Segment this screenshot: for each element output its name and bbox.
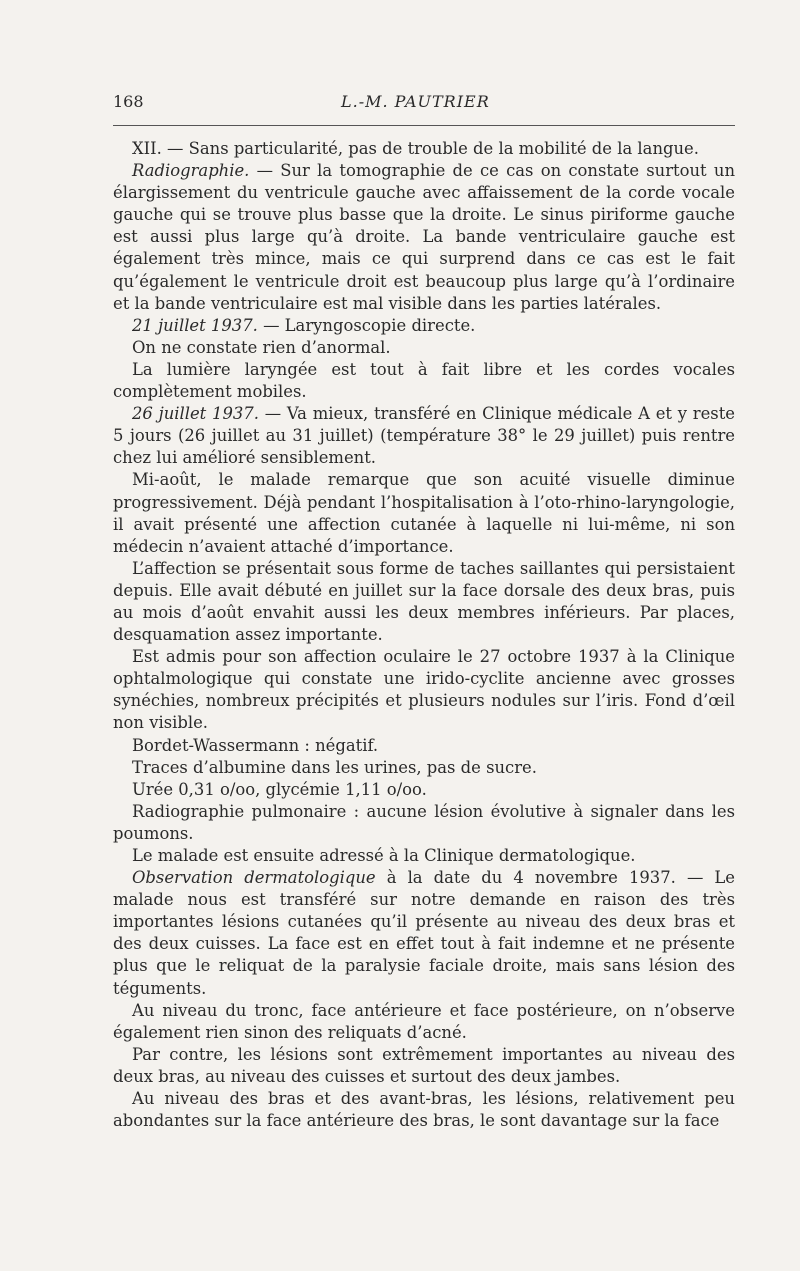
paragraph — [113, 138, 735, 160]
paragraph-text: Le malade est ensuite adressé à la Clinique dermatologique. — [132, 846, 636, 865]
paragraph-text: XII. — Sans particularité, pas de trouble de la mobilité de la langue. — [132, 139, 699, 158]
paragraph — [113, 845, 735, 867]
paragraph-text: Radiographie pulmonaire : aucune lésion évolutive à signaler dans les poumons. — [113, 801, 735, 843]
paragraph — [113, 1000, 735, 1044]
paragraph-text: — Va mieux, transféré en Clinique médicale A et y reste 5 jours (26 juillet au 31 juillet) (température 38° le 29 juillet) puis rentre chez lui amélioré sensiblement. — [113, 404, 735, 468]
paragraph-lead: Observation dermatologique — [132, 868, 376, 888]
paragraph-text: L’affection se présentait sous forme de taches saillantes qui persistaient depuis. Elle avait débuté en juillet sur la face dorsale des deux bras, puis au mois d’août envahit aussi les deux membres inférieurs. Par places, desquamation assez importante. — [113, 558, 735, 645]
paragraph-text: — Sur la tomographie de ce cas on constate surtout un élargissement du ventricule gauche avec affaissement de la corde vocale gauche qui se trouve plus basse que la droite. Le sinus piriforme gauche est aussi plus large qu’à droite. La bande ventriculaire gauche est également très mince, mais ce qui surprend dans ce cas est le fait qu’également le ventricule droit est beaucoup plus large qu’à l’ordinaire et la bande ventriculaire est mal visible dans les parties latérales. — [113, 161, 735, 313]
paragraph-text: Par contre, les lésions sont extrêmement importantes au niveau des deux bras, au niveau des cuisses et surtout des deux jambes. — [113, 1044, 735, 1086]
paragraph — [113, 646, 735, 734]
paragraph-text: Est admis pour son affection oculaire le 27 octobre 1937 à la Clinique ophtalmologique qui constate une irido-cyclite ancienne avec grosses synéchies, nombreux précipités et plusieurs nodules sur l’iris. Fond d’œil non visible. — [113, 647, 735, 733]
paragraph — [113, 801, 735, 845]
paragraph — [113, 160, 735, 315]
paragraph — [113, 558, 735, 646]
paragraph — [113, 735, 735, 757]
paragraph-text: à la date du 4 novembre 1937. — Le malade nous est transféré sur notre demande en raison des très importantes lésions cutanées qu’il présente au niveau des deux bras et des deux cuisses. La face est en effet tout à fait indemne et ne présente plus que le reliquat de la paralysie faciale droite, mais sans lésion des téguments. — [113, 868, 736, 998]
header-rule — [113, 125, 735, 126]
paragraph — [113, 1044, 735, 1088]
running-header — [113, 92, 735, 114]
paragraph — [113, 1088, 735, 1132]
paragraph-lead: Radiographie. — [132, 161, 250, 181]
paragraph — [113, 757, 735, 779]
paragraph-text: Bordet-Wassermann : négatif. — [132, 735, 379, 755]
paragraph-text: Au niveau du tronc, face antérieure et face postérieure, on n’observe également rien sinon des reliquats d’acné. — [113, 1000, 735, 1042]
paragraph — [113, 359, 735, 403]
paragraph-lead: 26 juillet 1937. — [132, 404, 259, 424]
paragraph — [113, 315, 735, 337]
body-text — [113, 138, 735, 1132]
paragraph-lead: 21 juillet 1937. — [132, 315, 258, 335]
paragraph — [113, 469, 735, 557]
paragraph — [113, 403, 735, 469]
paragraph-text: Traces d’albumine dans les urines, pas de sucre. — [132, 757, 537, 777]
paragraph — [113, 779, 735, 801]
paragraph — [113, 867, 735, 1000]
paragraph-text: — Laryngoscopie directe. — [257, 315, 476, 335]
paragraph-text: Mi-août, le malade remarque que son acuité visuelle diminue progressivement. Déjà pendant l’hospitalisation à l’oto-rhino-laryngologie, il avait présenté une affection cutanée à laquelle ni lui-même, ni son médecin n’avaient attaché d’importance. — [113, 470, 735, 556]
paragraph-text: Au niveau des bras et des avant-bras, les lésions, relativement peu abondantes sur la face antérieure des bras, le sont davantage sur la face — [113, 1089, 735, 1131]
paragraph-text: La lumière laryngée est tout à fait libre et les cordes vocales complètement mobiles. — [113, 359, 735, 402]
paragraph-text: Urée 0,31 o/oo, glycémie 1,11 o/oo. — [132, 779, 427, 799]
paragraph-text: On ne constate rien d’anormal. — [132, 337, 391, 357]
running-title: L.-M. PAUTRIER — [341, 92, 490, 111]
page-number: 168 — [113, 92, 144, 111]
paragraph — [113, 337, 735, 359]
